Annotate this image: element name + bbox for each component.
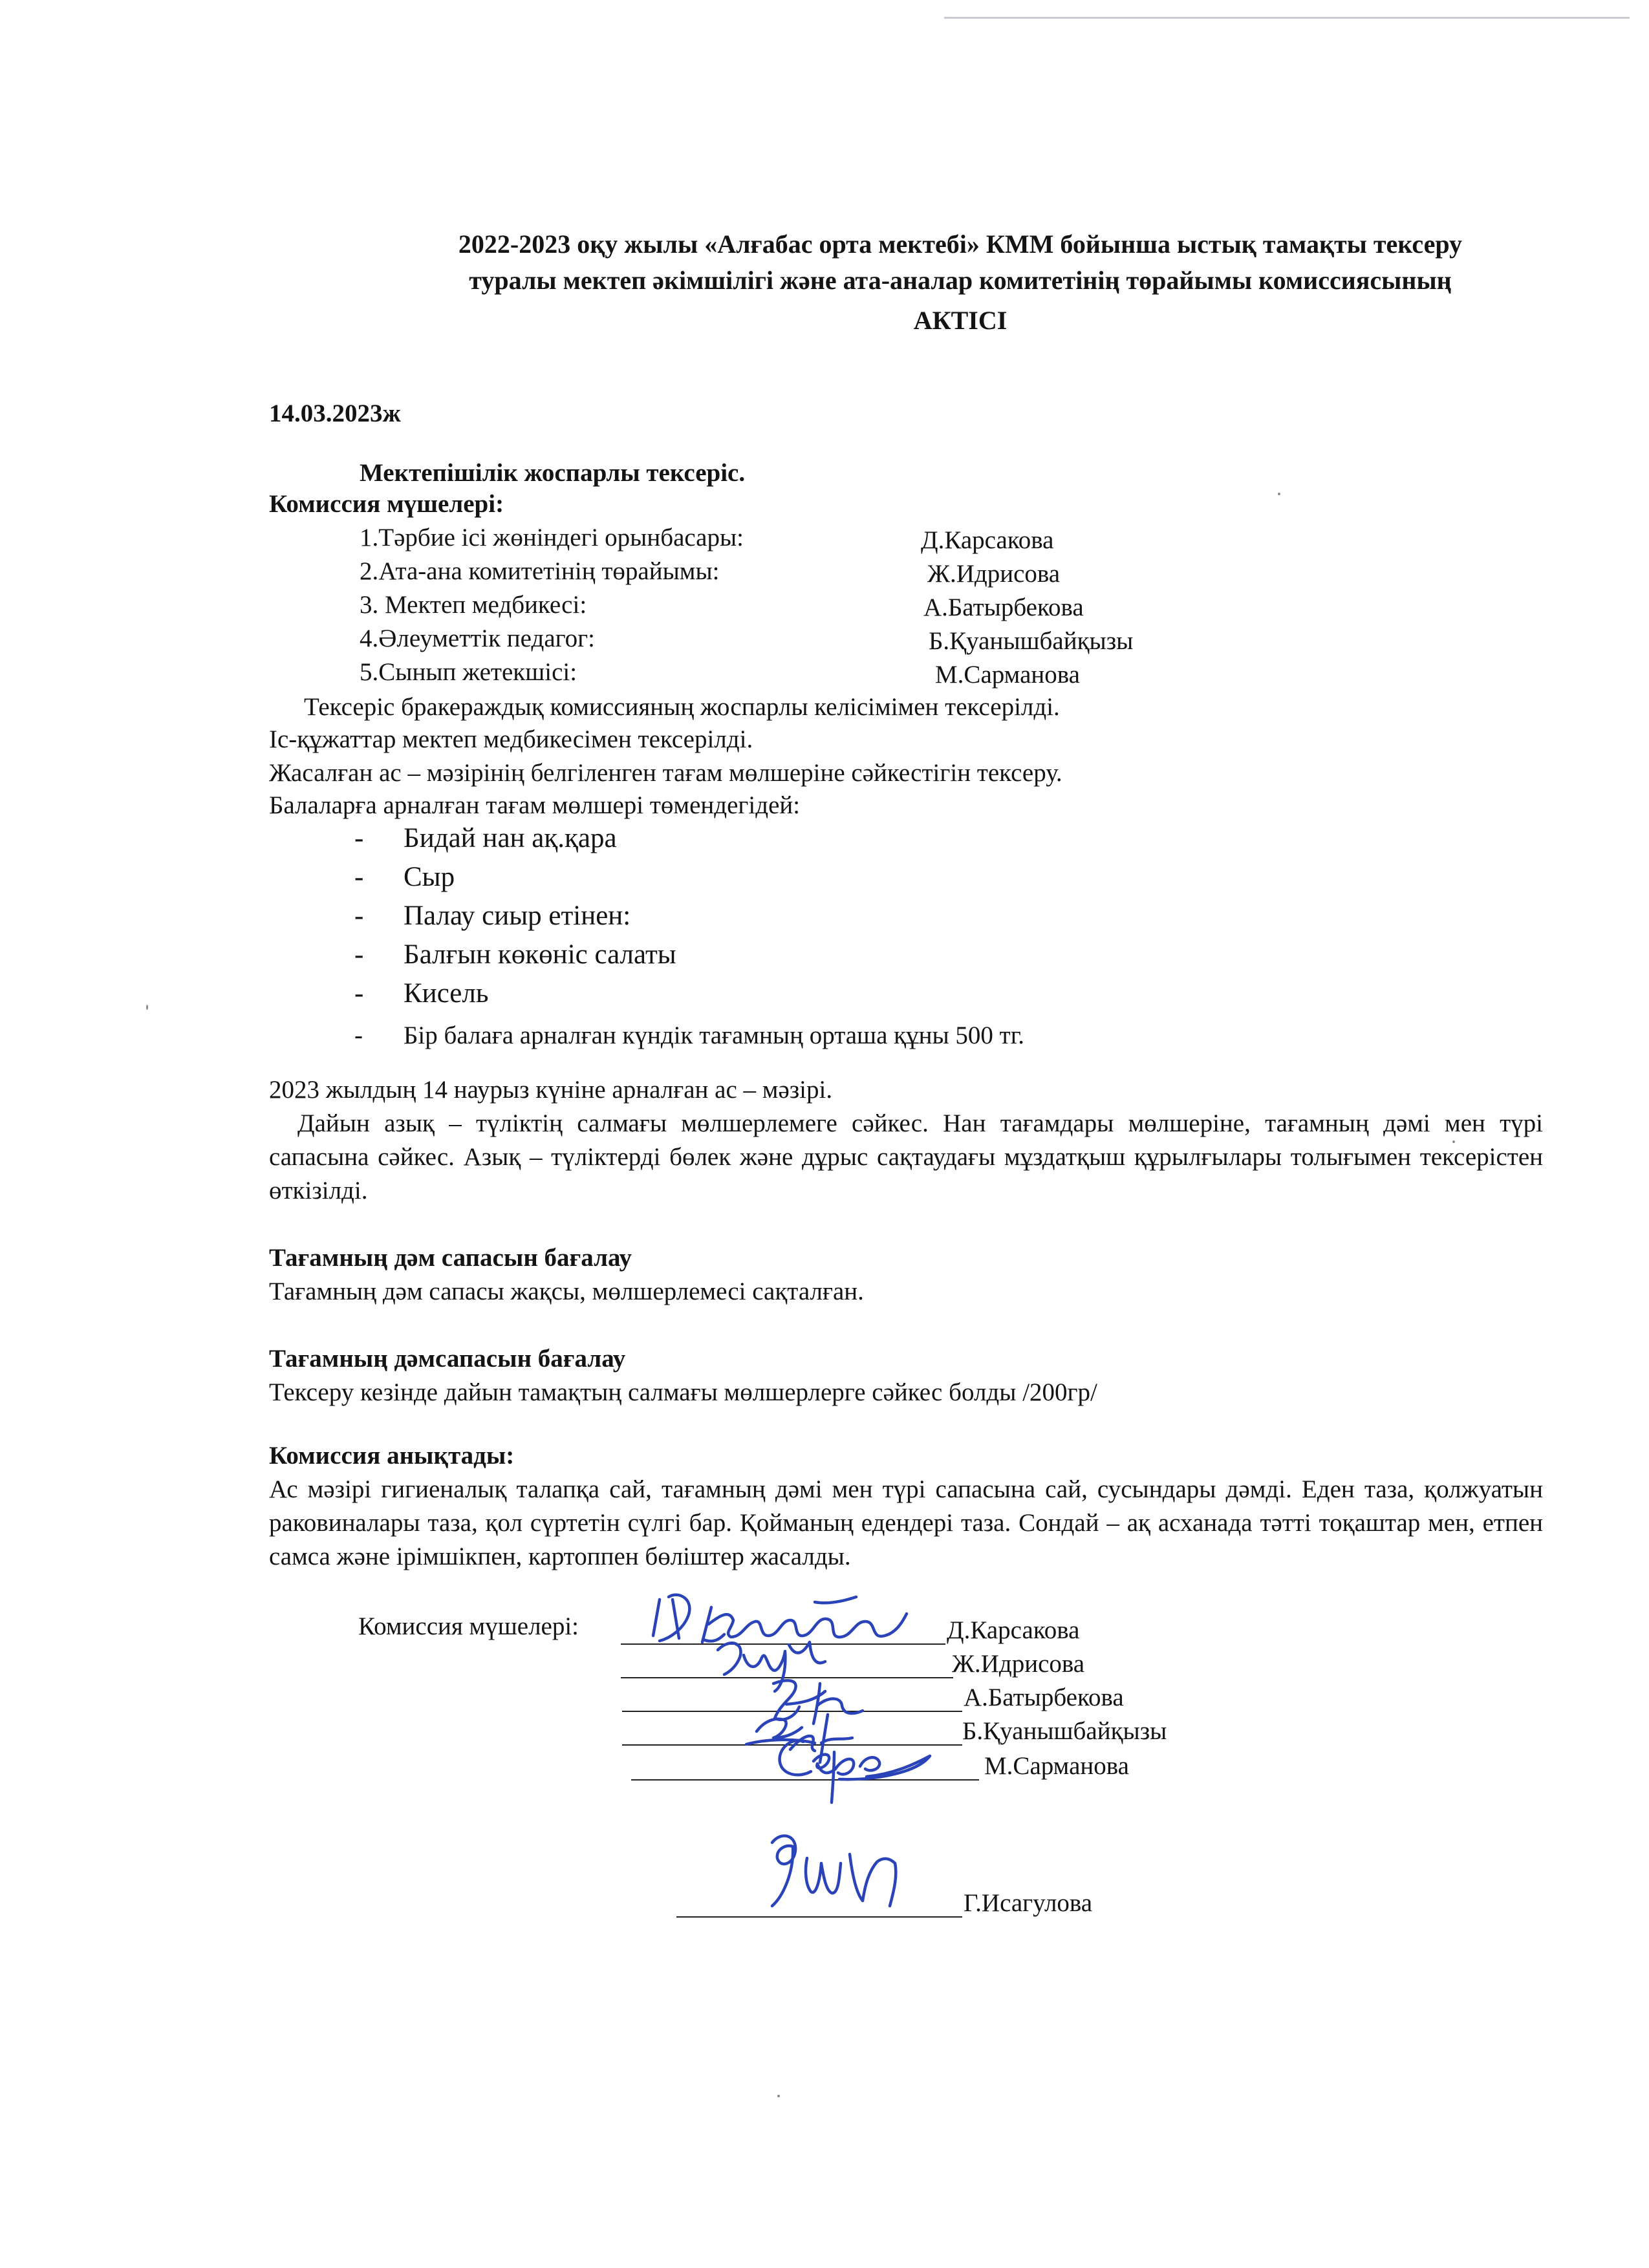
- intro-line-3: Жасалған ас – мәзірінің белгіленген тағам мөлшеріне сәйкестігін тексеру.: [269, 759, 1062, 787]
- handwritten-signature-5: [763, 1726, 944, 1810]
- signature-name-5: М.Сарманова: [984, 1752, 1129, 1780]
- document-title-line-3: АКТІСІ: [913, 306, 1008, 335]
- scan-edge-line: [944, 17, 1630, 19]
- scan-speck: [777, 2095, 780, 2097]
- inspection-type: Мектепішілік жоспарлы тексеріс.: [360, 459, 746, 487]
- document-date: 14.03.2023ж: [269, 400, 401, 427]
- list-dash: -: [354, 862, 364, 892]
- intro-line-1: Тексеріс бракераждық комиссияның жоспарлы келісімімен тексерілді.: [304, 693, 1060, 721]
- commission-heading: Комиссия мүшелері:: [269, 490, 504, 518]
- list-dash: -: [354, 978, 364, 1009]
- signatures-label: Комиссия мүшелері:: [358, 1612, 579, 1640]
- menu-item-5: Кисель: [404, 978, 489, 1009]
- section-taste-heading: Тағамның дәм сапасын бағалау: [269, 1244, 632, 1272]
- member-role-2: 2.Ата-ана комитетінің төрайымы:: [360, 557, 720, 585]
- paragraph-food-check: Дайын азық – түліктің салмағы мөлшерлемеге сәйкес. Нан тағамдары мөлшеріне, тағамның дәмі мен түрі сапасына сәйкес. Азық – түліктерді бөлек және дұрыс сақтаудағы мұздатқыш құрылғылары толығымен тексерістен өткізілді.: [269, 1109, 1543, 1204]
- signature-name-3: А.Батырбекова: [964, 1684, 1124, 1711]
- section-weight-text: Тексеру кезінде дайын тамақтың салмағы мөлшерлерге сәйкес болды /200гр/: [269, 1378, 1097, 1406]
- member-name-2: Ж.Идрисова: [927, 560, 1061, 588]
- signature-name-1: Д.Карсакова: [947, 1616, 1080, 1644]
- menu-item-4: Балғын көкөніс салаты: [404, 939, 676, 970]
- intro-line-4: Балаларға арналған тағам мөлшері төмендегідей:: [269, 791, 801, 819]
- menu-item-3: Палау сиыр етінен:: [404, 901, 631, 931]
- list-dash: -: [354, 823, 364, 853]
- list-dash: -: [354, 939, 364, 970]
- member-name-4: Б.Қуанышбайқызы: [929, 627, 1134, 655]
- section-weight-heading: Тағамның дәмсапасын бағалау: [269, 1345, 626, 1373]
- conclusion-heading: Комиссия анықтады:: [269, 1442, 515, 1470]
- member-role-5: 5.Сынып жетекшісі:: [360, 658, 577, 686]
- menu-item-2: Сыр: [404, 862, 455, 892]
- member-role-1: 1.Тәрбие ісі жөніндегі орынбасары:: [360, 524, 744, 551]
- scan-speck: [1278, 493, 1280, 495]
- menu-item-1: Бидай нан ақ.қара: [404, 823, 617, 853]
- member-role-3: 3. Мектеп медбикесі:: [360, 591, 587, 619]
- section-taste-text: Тағамның дәм сапасы жақсы, мөлшерлемесі сақталған.: [269, 1278, 864, 1305]
- member-name-3: А.Батырбекова: [923, 594, 1084, 621]
- signature-name-2: Ж.Идрисова: [952, 1650, 1085, 1678]
- scan-speck: [1452, 1140, 1455, 1143]
- member-name-1: Д.Карсакова: [921, 526, 1054, 554]
- menu-item-6: Бір балаға арналған күндік тағамның орташа құны 500 тг.: [404, 1022, 1025, 1049]
- member-role-4: 4.Әлеуметтік педагог:: [360, 625, 595, 652]
- signature-name-4: Б.Қуанышбайқызы: [962, 1717, 1167, 1745]
- menu-date-line: 2023 жылдың 14 наурыз күніне арналған ас – мәзірі.: [269, 1076, 833, 1104]
- list-dash: -: [354, 1022, 363, 1049]
- member-name-5: М.Сарманова: [935, 661, 1080, 689]
- document-title-line-2: туралы мектеп әкімшілігі және ата-аналар комитетінің төрайымы комиссиясының: [469, 266, 1452, 295]
- scan-speck: [146, 1005, 148, 1010]
- list-dash: -: [354, 901, 364, 931]
- signature-name-director: Г.Исагулова: [964, 1889, 1093, 1917]
- intro-line-2: Іс-құжаттар мектеп медбикесімен тексерілді.: [269, 725, 753, 753]
- conclusion-text: Ас мәзірі гигиеналық талапқа сай, тағамның дәмі мен түрі сапасына сай, сусындары дәмді. Еден таза, қолжуатын раковиналары таза, қол сүртетін сүлгі бар. Қойманың едендері таза. Сондай – ақ асханада тәтті тоқаштар мен, етпен самса және ірімшікпен, картоппен бөліштер жасалды.: [269, 1475, 1543, 1570]
- document-title-line-1: 2022-2023 оқу жылы «Алғабас орта мектебі» КММ бойынша ыстық тамақты тексеру: [458, 230, 1463, 259]
- handwritten-signature-director: [744, 1817, 925, 1927]
